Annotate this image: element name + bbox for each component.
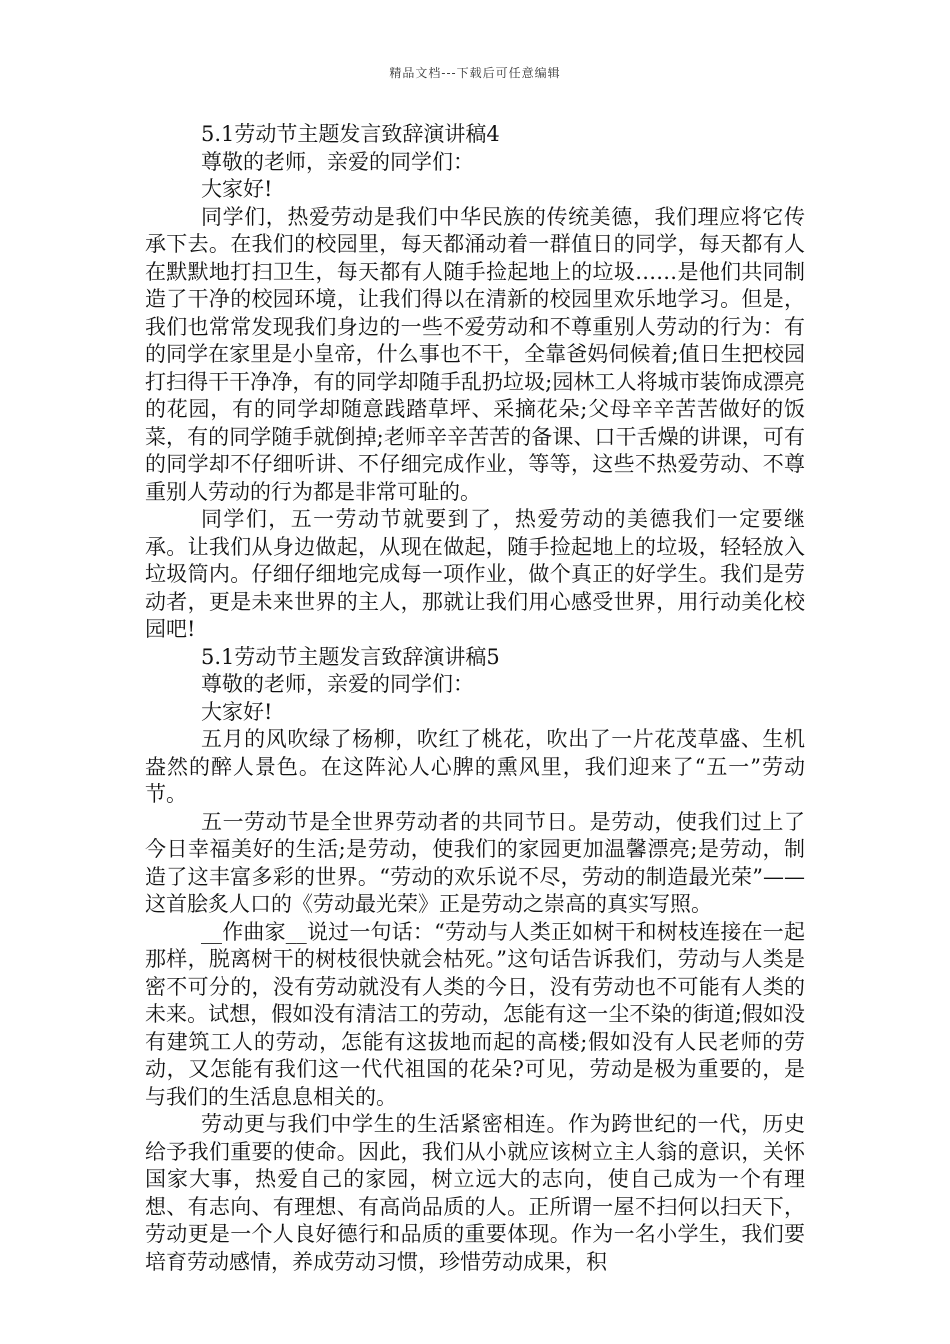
body-paragraph: 五一劳动节是全世界劳动者的共同节日。是劳动，使我们过上了今日幸福美好的生活;是劳动，使我们的家园更加温馨漂亮;是劳动，制造了这丰富多彩的世界。“劳动的欢乐说不尽，劳动的制造最光荣”——这首脍炙人口的《劳动最光荣》正是劳动之崇高的真实写照。 bbox=[145, 809, 805, 916]
greeting: 大家好! bbox=[201, 699, 273, 724]
body-paragraph: 同学们，五一劳动节就要到了，热爱劳动的美德我们一定要继承。让我们从身边做起，从现在做起，随手捡起地上的垃圾，轻轻放入垃圾筒内。仔细仔细地完成每一项作业，做个真正的好学生。我们是劳动者，更是未来世界的主人，那就让我们用心感受世界，用行动美化校园吧! bbox=[145, 507, 805, 641]
body-paragraph: 五月的风吹绿了杨柳，吹红了桃花，吹出了一片花茂草盛、生机盎然的醉人景色。在这阵沁人心脾的熏风里，我们迎来了“五一”劳动节。 bbox=[145, 727, 805, 806]
salutation: 尊敬的老师，亲爱的同学们： bbox=[201, 149, 474, 174]
document-body bbox=[145, 121, 805, 1276]
speech-title: 5.1劳动节主题发言致辞演讲稿5 bbox=[201, 644, 500, 669]
body-paragraph: __作曲家__说过一句话：“劳动与人类正如树干和树枝连接在一起那样，脱离树干的树枝很快就会枯死。”这句话告诉我们，劳动与人类是密不可分的，没有劳动就没有人类的今日，没有劳动也不可能有人类的未来。试想，假如没有清洁工的劳动，怎能有这一尘不染的街道;假如没有建筑工人的劳动，怎能有这拔地而起的高楼;假如没有人民老师的劳动，又怎能有我们这一代代祖国的花朵?可见，劳动是极为重要的，是与我们的生活息息相关的。 bbox=[145, 919, 805, 1109]
greeting: 大家好! bbox=[201, 177, 273, 201]
speech-title: 5.1劳动节主题发言致辞演讲稿4 bbox=[201, 122, 500, 146]
page-header: 精品文档---下载后可任意编辑 bbox=[389, 66, 561, 80]
salutation: 尊敬的老师，亲爱的同学们： bbox=[201, 672, 474, 696]
body-paragraph: 同学们，热爱劳动是我们中华民族的传统美德，我们理应将它传承下去。在我们的校园里，每天都涌动着一群值日的同学，每天都有人在默默地打扫卫生，每天都有人随手捡起地上的垃圾……是他们共同制造了干净的校园环境，让我们得以在清新的校园里欢乐地学习。但是，我们也常常发现我们身边的一些不爱劳动和不尊重别人劳动的行为：有的同学在家里是小皇帝，什么事也不干，全靠爸妈伺候着;值日生把校园打扫得干干净净，有的同学却随手乱扔垃圾;园林工人将城市装饰成漂亮的花园，有的同学却随意践踏草坪、采摘花朵;父母辛辛苦苦做好的饭菜，有的同学随手就倒掉;老师辛辛苦苦的备课、口干舌燥的讲课，可有的同学却不仔细听讲、不仔细完成作业，等等，这些不热爱劳动、不尊重别人劳动的行为都是非常可耻的。 bbox=[145, 204, 805, 504]
body-paragraph: 劳动更与我们中学生的生活紧密相连。作为跨世纪的一代，历史给予我们重要的使命。因此，我们从小就应该树立主人翁的意识，关怀国家大事，热爱自己的家园，树立远大的志向，使自己成为一个有理想、有志向、有理想、有高尚品质的人。正所谓一屋不扫何以扫天下，劳动更是一个人良好德行和品质的重要体现。作为一名小学生，我们要培育劳动感情，养成劳动习惯，珍惜劳动成果，积 bbox=[145, 1112, 805, 1274]
